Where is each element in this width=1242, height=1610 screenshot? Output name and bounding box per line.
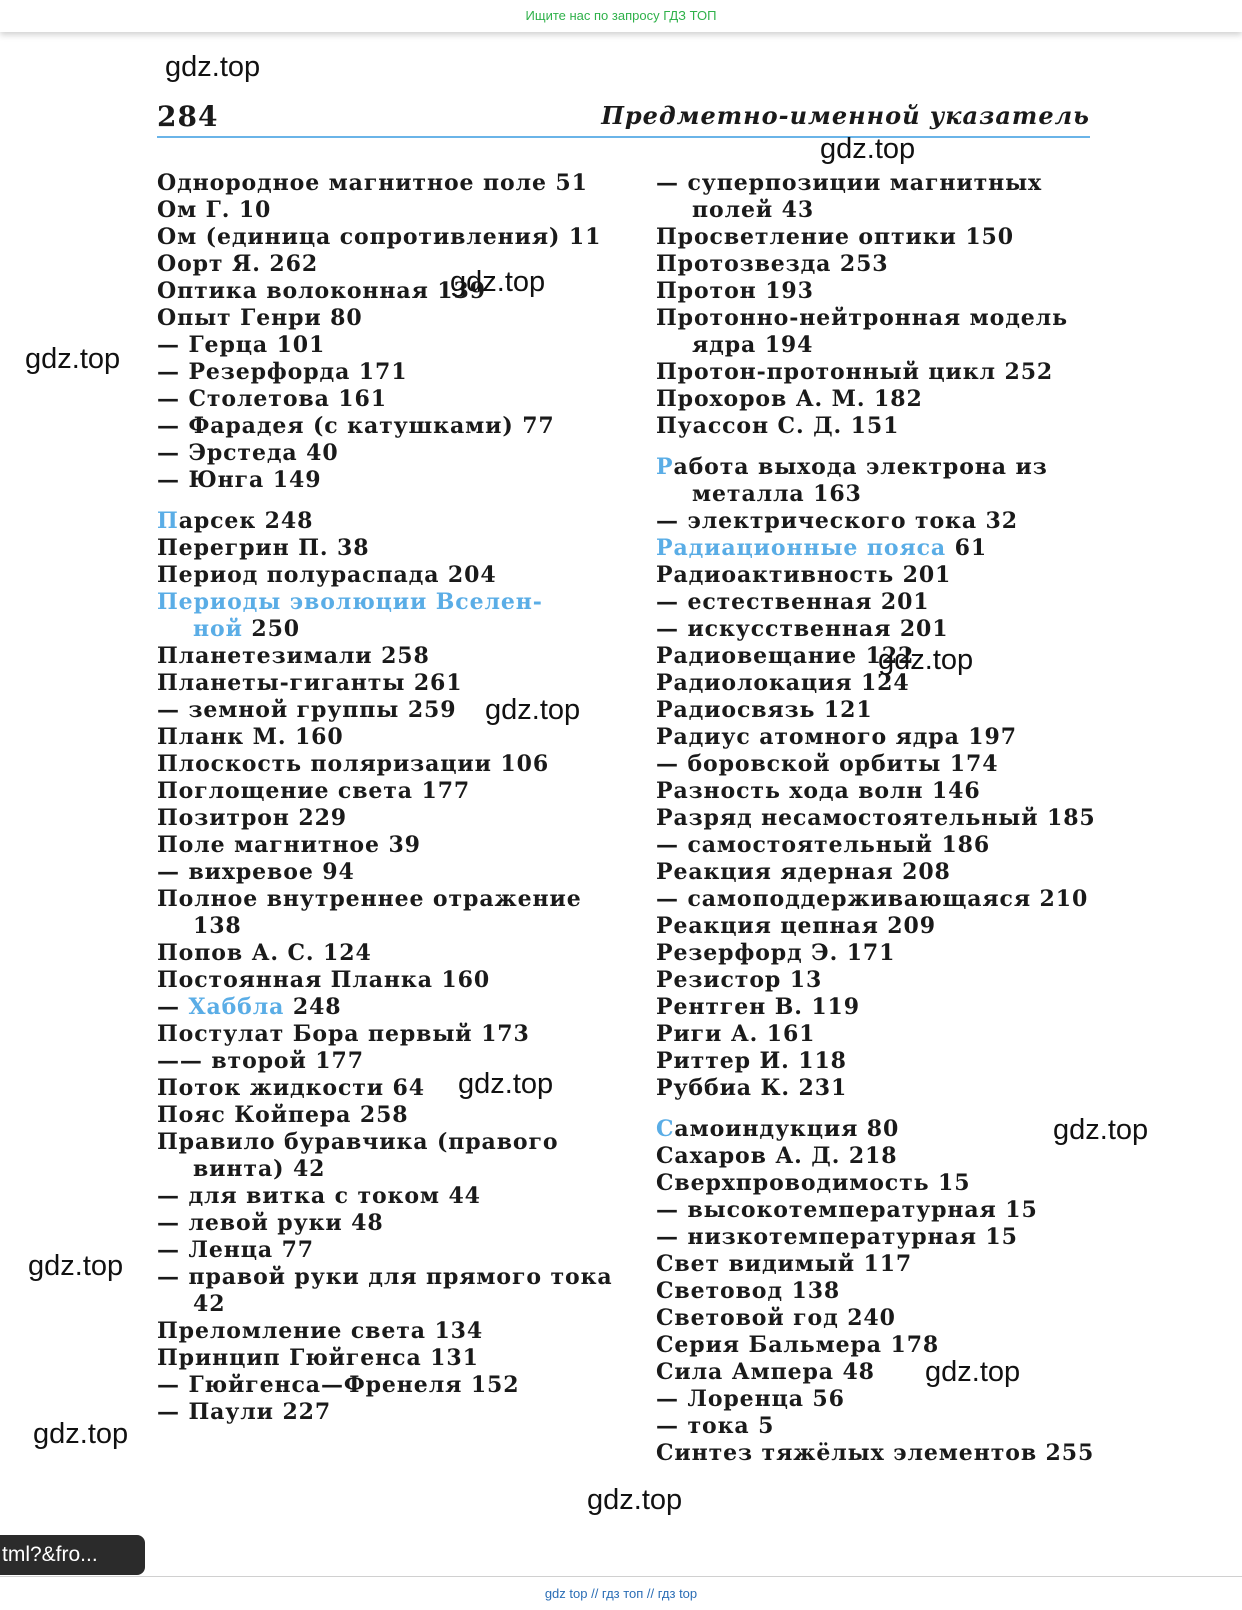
entry-text: 42 bbox=[193, 1291, 226, 1317]
entry-text: Плоскость поляризации 106 bbox=[157, 751, 550, 777]
entry-text: — Резерфорда 171 bbox=[157, 359, 408, 385]
entry-text: — Столетова 161 bbox=[157, 386, 387, 412]
entry-text: Полное внутреннее отражение bbox=[157, 886, 582, 912]
index-entry bbox=[656, 1413, 1096, 1440]
index-entry bbox=[157, 589, 597, 616]
index-entry bbox=[656, 1224, 1096, 1251]
index-entry bbox=[656, 413, 1096, 440]
entry-text: 61 bbox=[946, 535, 988, 561]
page-title: Предметно-именной указатель bbox=[601, 101, 1090, 130]
entry-text: Протон-протонный цикл 252 bbox=[656, 359, 1054, 385]
header-divider bbox=[157, 136, 1090, 138]
index-entry bbox=[656, 1143, 1096, 1170]
index-entry bbox=[656, 643, 1096, 670]
index-entry bbox=[656, 224, 1096, 251]
index-entry bbox=[157, 670, 597, 697]
entry-text: Радиус атомного ядра 197 bbox=[656, 724, 1017, 750]
entry-text: Поток жидкости 64 bbox=[157, 1075, 425, 1101]
entry-text: — самоподдерживающаяся 210 bbox=[656, 886, 1089, 912]
index-entry bbox=[157, 1372, 597, 1399]
entry-text: Радиолокация 124 bbox=[656, 670, 910, 696]
watermark: gdz.top bbox=[165, 51, 261, 83]
index-entry bbox=[157, 535, 597, 562]
index-entry bbox=[656, 1116, 1096, 1143]
index-entry bbox=[656, 1170, 1096, 1197]
entry-text: Позитрон 229 bbox=[157, 805, 347, 831]
entry-text: Риги А. 161 bbox=[656, 1021, 816, 1047]
index-entry bbox=[656, 616, 1096, 643]
entry-text: Резистор 13 bbox=[656, 967, 823, 993]
index-entry bbox=[157, 359, 597, 386]
entry-text: 250 bbox=[242, 616, 300, 642]
index-entry bbox=[656, 805, 1096, 832]
index-entry bbox=[656, 278, 1096, 305]
index-entry bbox=[656, 1332, 1096, 1359]
index-entry bbox=[157, 1264, 613, 1291]
index-entry bbox=[157, 1183, 597, 1210]
index-entry bbox=[157, 616, 597, 643]
entry-text: — искусственная 201 bbox=[656, 616, 949, 642]
index-entry bbox=[656, 751, 1096, 778]
entry-text: — электрического тока 32 bbox=[656, 508, 1018, 534]
entry-text: Планетезимали 258 bbox=[157, 643, 430, 669]
index-entry bbox=[656, 1440, 1096, 1467]
index-entry bbox=[157, 1318, 597, 1345]
index-entry bbox=[157, 332, 597, 359]
entry-text: 138 bbox=[193, 913, 242, 939]
index-entry bbox=[157, 170, 597, 197]
entry-highlight: С bbox=[656, 1116, 675, 1142]
watermark: gdz.top bbox=[28, 1250, 124, 1282]
watermark: gdz.top bbox=[878, 644, 974, 676]
index-entry bbox=[157, 224, 602, 251]
entry-text: Период полураспада 204 bbox=[157, 562, 497, 588]
entry-prefix: — bbox=[157, 994, 189, 1020]
index-entry bbox=[157, 994, 597, 1021]
index-entry bbox=[157, 1210, 597, 1237]
entry-text: 248 bbox=[284, 994, 342, 1020]
index-entry bbox=[656, 940, 1096, 967]
watermark: gdz.top bbox=[485, 694, 581, 726]
entry-text: —— второй 177 bbox=[157, 1048, 364, 1074]
index-entry bbox=[157, 643, 597, 670]
bottom-divider bbox=[0, 1576, 1242, 1577]
index-entry bbox=[656, 1278, 1096, 1305]
entry-text: — Юнга 149 bbox=[157, 467, 322, 493]
entry-text: — естественная 201 bbox=[656, 589, 930, 615]
index-entry bbox=[656, 1305, 1096, 1332]
entry-highlight: Радиационные пояса bbox=[656, 535, 947, 561]
index-entry bbox=[656, 251, 1096, 278]
index-entry bbox=[656, 670, 1096, 697]
entry-text: Пуассон С. Д. 151 bbox=[656, 413, 900, 439]
index-entry bbox=[157, 562, 597, 589]
index-entry bbox=[157, 305, 597, 332]
index-entry bbox=[656, 332, 1096, 359]
entry-text: Протон 193 bbox=[656, 278, 814, 304]
entry-text: Преломление света 134 bbox=[157, 1318, 484, 1344]
index-entry bbox=[656, 1021, 1096, 1048]
index-entry bbox=[157, 1129, 597, 1156]
index-entry bbox=[157, 440, 597, 467]
entry-text: Пояс Койпера 258 bbox=[157, 1102, 409, 1128]
index-entry bbox=[157, 1021, 597, 1048]
entry-text: Оорт Я. 262 bbox=[157, 251, 319, 277]
entry-text: — боровской орбиты 174 bbox=[656, 751, 999, 777]
index-entry bbox=[656, 1359, 1096, 1386]
entry-text: Риттер И. 118 bbox=[656, 1048, 847, 1074]
index-entry bbox=[656, 1251, 1096, 1278]
entry-text: Перегрин П. 38 bbox=[157, 535, 370, 561]
entry-text: Разряд несамостоятельный 185 bbox=[656, 805, 1096, 831]
index-entry bbox=[157, 886, 597, 913]
index-entry bbox=[656, 170, 1096, 197]
index-entry bbox=[157, 1102, 597, 1129]
entry-text: Световой год 240 bbox=[656, 1305, 896, 1331]
entry-text: Оптика волоконная 139 bbox=[157, 278, 486, 304]
entry-text: Радиовещание 122 bbox=[656, 643, 915, 669]
index-entry bbox=[157, 859, 597, 886]
watermark: gdz.top bbox=[450, 266, 546, 298]
entry-text: Поглощение света 177 bbox=[157, 778, 471, 804]
entry-text: — Лоренца 56 bbox=[656, 1386, 845, 1412]
index-entry bbox=[656, 778, 1096, 805]
entry-text: Поле магнитное 39 bbox=[157, 832, 421, 858]
entry-text: — Гюйгенса—Френеля 152 bbox=[157, 1372, 520, 1398]
entry-text: Ом Г. 10 bbox=[157, 197, 272, 223]
index-entry bbox=[656, 562, 1096, 589]
entry-highlight: Хаббла bbox=[188, 994, 285, 1020]
watermark: gdz.top bbox=[33, 1418, 129, 1450]
index-entry bbox=[656, 589, 1096, 616]
entry-text: — тока 5 bbox=[656, 1413, 775, 1439]
entry-text: — Фарадея (с катушками) 77 bbox=[157, 413, 555, 439]
entry-text: — низкотемпературная 15 bbox=[656, 1224, 1018, 1250]
index-entry bbox=[656, 197, 1096, 224]
entry-text: металла 163 bbox=[692, 481, 862, 507]
entry-text: Планеты-гиганты 261 bbox=[157, 670, 463, 696]
entry-text: амоиндукция 80 bbox=[674, 1116, 900, 1142]
entry-text: Сахаров А. Д. 218 bbox=[656, 1143, 898, 1169]
index-entry bbox=[656, 1197, 1096, 1224]
index-entry bbox=[157, 832, 597, 859]
entry-text: Ом (единица сопротивления) 11 bbox=[157, 224, 602, 250]
index-entry bbox=[656, 886, 1096, 913]
watermark: gdz.top bbox=[25, 343, 121, 375]
entry-text: Правило буравчика (правого bbox=[157, 1129, 559, 1155]
entry-text: Реакция цепная 209 bbox=[656, 913, 936, 939]
index-entry bbox=[157, 467, 597, 494]
index-entry bbox=[656, 1386, 1096, 1413]
index-entry bbox=[157, 778, 597, 805]
entry-highlight: П bbox=[157, 508, 179, 534]
entry-text: полей 43 bbox=[692, 197, 815, 223]
entry-text: Сверхпроводимость 15 bbox=[656, 1170, 971, 1196]
entry-text: Руббиа К. 231 bbox=[656, 1075, 848, 1101]
watermark: gdz.top bbox=[925, 1356, 1021, 1388]
index-entry bbox=[656, 359, 1096, 386]
index-entry bbox=[656, 994, 1096, 1021]
entry-text: Протозвезда 253 bbox=[656, 251, 889, 277]
entry-text: — Герца 101 bbox=[157, 332, 326, 358]
index-column-left bbox=[157, 170, 613, 1426]
index-entry bbox=[157, 805, 597, 832]
url-tooltip[interactable]: tml?&fro... bbox=[0, 1535, 145, 1575]
entry-text: Синтез тяжёлых элементов 255 bbox=[656, 1440, 1095, 1466]
entry-highlight: Р bbox=[656, 454, 674, 480]
entry-text: арсек 248 bbox=[178, 508, 314, 534]
index-entry bbox=[656, 859, 1096, 886]
index-entry bbox=[157, 413, 597, 440]
entry-text: ядра 194 bbox=[692, 332, 814, 358]
entry-text: — суперпозиции магнитных bbox=[656, 170, 1043, 196]
watermark: gdz.top bbox=[1053, 1114, 1149, 1146]
entry-text: Просветление оптики 150 bbox=[656, 224, 1014, 250]
entry-text: Постоянная Планка 160 bbox=[157, 967, 491, 993]
entry-text: — высокотемпературная 15 bbox=[656, 1197, 1038, 1223]
entry-text: — Паули 227 bbox=[157, 1399, 332, 1425]
index-entry bbox=[157, 1291, 597, 1318]
entry-text: Свет видимый 117 bbox=[656, 1251, 913, 1277]
entry-text: винта) 42 bbox=[193, 1156, 326, 1182]
index-entry bbox=[656, 913, 1096, 940]
entry-highlight: Периоды эволюции Вселен- bbox=[157, 589, 543, 615]
index-entry bbox=[656, 386, 1096, 413]
index-entry bbox=[656, 481, 1096, 508]
entry-text: Сила Ампера 48 bbox=[656, 1359, 875, 1385]
index-entry bbox=[157, 967, 597, 994]
index-entry bbox=[656, 967, 1096, 994]
index-entry bbox=[656, 454, 1096, 481]
entry-text: Принцип Гюйгенса 131 bbox=[157, 1345, 479, 1371]
entry-text: — самостоятельный 186 bbox=[656, 832, 991, 858]
top-banner-text: Ищите нас по запросу ГДЗ ТОП bbox=[525, 8, 717, 23]
entry-text: Протонно-нейтронная модель bbox=[656, 305, 1068, 331]
entry-text: — земной группы 259 bbox=[157, 697, 457, 723]
index-entry bbox=[157, 386, 597, 413]
index-entry bbox=[157, 940, 597, 967]
entry-text: Реакция ядерная 208 bbox=[656, 859, 951, 885]
entry-text: Световод 138 bbox=[656, 1278, 841, 1304]
bottom-links[interactable]: gdz top // гдз топ // гдз top bbox=[544, 1586, 698, 1601]
entry-text: Рентген В. 119 bbox=[656, 994, 860, 1020]
top-banner bbox=[0, 0, 1242, 32]
index-entry bbox=[656, 1048, 1096, 1075]
entry-text: — для витка с током 44 bbox=[157, 1183, 481, 1209]
watermark: gdz.top bbox=[587, 1484, 683, 1516]
index-entry bbox=[656, 535, 1096, 562]
watermark: gdz.top bbox=[458, 1068, 554, 1100]
entry-text: — левой руки 48 bbox=[157, 1210, 384, 1236]
index-entry bbox=[157, 1399, 597, 1426]
entry-text: Прохоров А. М. 182 bbox=[656, 386, 923, 412]
entry-text: Радиосвязь 121 bbox=[656, 697, 873, 723]
index-entry bbox=[157, 913, 597, 940]
index-entry bbox=[157, 1237, 597, 1264]
entry-text: Резерфорд Э. 171 bbox=[656, 940, 896, 966]
index-entry bbox=[157, 1345, 597, 1372]
index-entry bbox=[656, 1075, 1096, 1102]
entry-text: — вихревое 94 bbox=[157, 859, 355, 885]
entry-text: Однородное магнитное поле 51 bbox=[157, 170, 588, 196]
index-entry bbox=[157, 197, 597, 224]
entry-text: — правой руки для прямого тока bbox=[157, 1264, 613, 1290]
entry-text: — Эрстеда 40 bbox=[157, 440, 339, 466]
entry-text: — Ленца 77 bbox=[157, 1237, 314, 1263]
index-entry bbox=[656, 832, 1096, 859]
entry-text: Попов А. С. 124 bbox=[157, 940, 372, 966]
entry-text: Радиоактивность 201 bbox=[656, 562, 952, 588]
entry-highlight: ной bbox=[193, 616, 243, 642]
entry-text: абота выхода электрона из bbox=[673, 454, 1048, 480]
index-entry bbox=[157, 751, 597, 778]
index-entry bbox=[656, 697, 1096, 724]
entry-text: Опыт Генри 80 bbox=[157, 305, 363, 331]
index-entry bbox=[157, 724, 597, 751]
index-entry bbox=[656, 305, 1096, 332]
watermark: gdz.top bbox=[820, 133, 916, 165]
entry-text: Планк М. 160 bbox=[157, 724, 344, 750]
index-entry bbox=[157, 1156, 597, 1183]
entry-text: Постулат Бора первый 173 bbox=[157, 1021, 530, 1047]
index-entry bbox=[656, 508, 1096, 535]
index-entry bbox=[157, 508, 597, 535]
index-column-right bbox=[656, 170, 1096, 1467]
entry-text: Разность хода волн 146 bbox=[656, 778, 981, 804]
page-number: 284 bbox=[157, 100, 219, 133]
entry-text: Серия Бальмера 178 bbox=[656, 1332, 940, 1358]
index-entry bbox=[656, 724, 1096, 751]
